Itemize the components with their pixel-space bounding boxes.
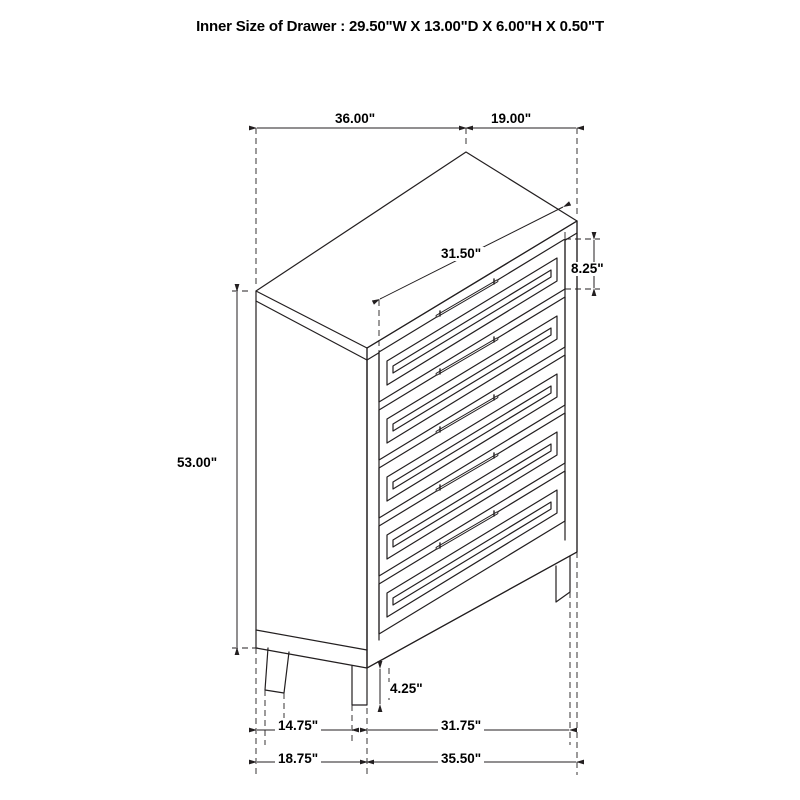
dimension-label-drawer-front-width: 31.50" xyxy=(438,247,484,261)
dimension-label-side-overall-depth: 18.75" xyxy=(275,752,321,766)
dimension-label-top-depth: 19.00" xyxy=(488,112,534,126)
page-title: Inner Size of Drawer : 29.50"W X 13.00"D X 6.00"H X 0.50"T xyxy=(196,18,604,35)
dimension-label-overall-height: 53.00" xyxy=(174,456,220,470)
dimension-label-top-drawer-height: 8.25" xyxy=(568,262,607,276)
dimension-label-top-width: 36.00" xyxy=(332,112,378,126)
chest-outline xyxy=(256,152,577,705)
dimension-label-leg-height: 4.25" xyxy=(387,682,426,696)
dimension-label-front-overall-width: 35.50" xyxy=(438,752,484,766)
dimension-label-side-base-depth: 14.75" xyxy=(275,719,321,733)
dimension-label-front-base-width: 31.75" xyxy=(438,719,484,733)
